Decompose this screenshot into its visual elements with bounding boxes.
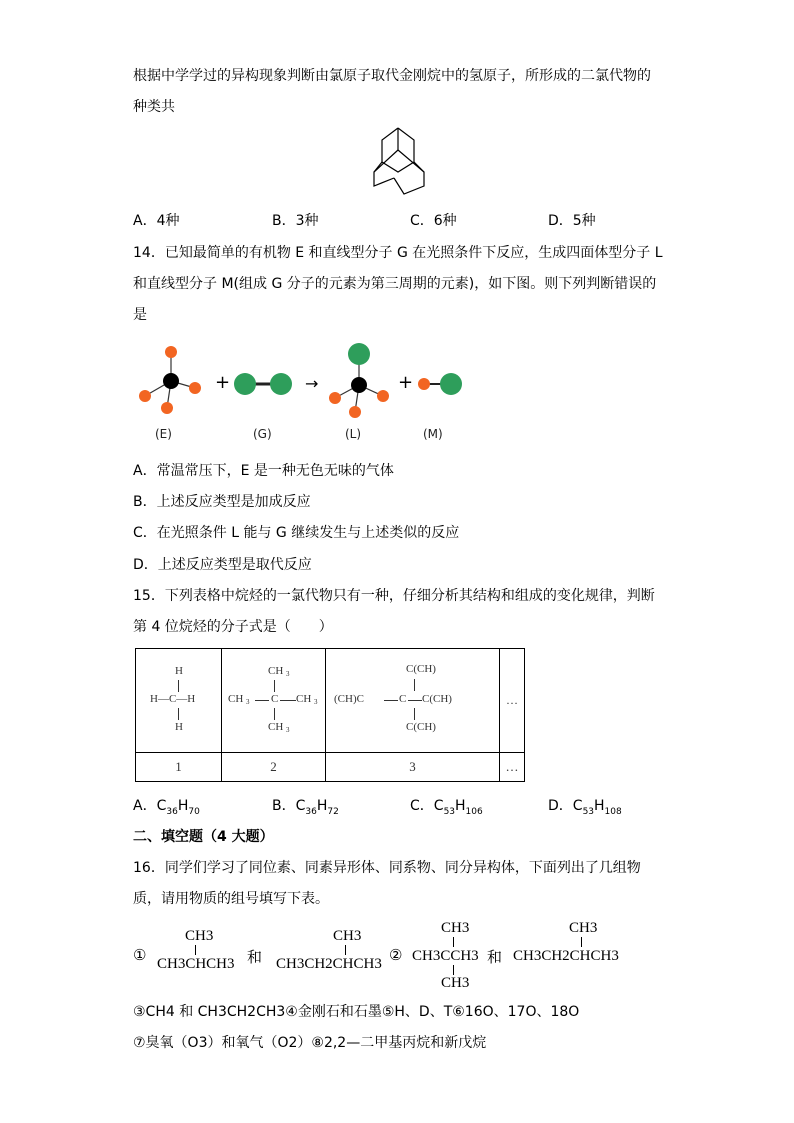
chlorine-atom [234,373,256,395]
hydrogen-atom [139,390,151,402]
q16-items-3-6: ③CH4 和 CH3CH2CH3④金刚石和石墨⑤H、D、T⑥16O、17O、18O [133,1004,580,1020]
label-m: (M) [423,427,443,441]
q14-option-c[interactable]: C．在光照条件 L 能与 G 继续发生与上述类似的反应 [133,525,460,541]
q15-option-a[interactable]: A．$C_{36}H_{70}$ [133,798,200,817]
q14-option-d[interactable]: D．上述反应类型是取代反应 [133,557,312,573]
hydrogen-atom [189,382,201,394]
q14-option-b[interactable]: B．上述反应类型是加成反应 [133,494,311,510]
adamantane-structure [362,124,434,198]
q14-stem-line2: 和直线型分子 M(组成 G 分子的元素为第三周期的元素)，如下图。则下列判断错误的 [133,276,657,292]
label-g: (G) [253,427,272,441]
q13-option-d[interactable]: D．5种 [548,213,596,229]
section-title: 二、填空题（4 大题） [133,829,274,845]
q13-option-b[interactable]: B．3种 [272,213,319,229]
table-index-1: 1 [136,753,222,782]
table-index-more: … [500,753,525,782]
plus-sign-1: + [215,372,231,393]
third-alkane-structure: C(CH) (CH)C C C(CH) C(CH) [334,663,452,733]
reaction-diagram [133,340,483,445]
q14-option-a[interactable]: A．常温常压下，E 是一种无色无味的气体 [133,463,394,479]
methane-structure: H H—C—H H [150,665,196,733]
q13-stem-line1: 根据中学学过的异构现象判断由氯原子取代金刚烷中的氢原子，所形成的二氯代物的 [133,68,651,84]
q16-stem-line1: 16．同学们学习了同位素、同素异形体、同系物、同分异构体，下面列出了几组物 [133,860,641,876]
q15-option-c[interactable]: C．$C_{53}H_{106}$ [410,798,483,817]
hydrogen-atom [377,390,389,402]
molecule-l [329,343,389,418]
label-e: (E) [155,427,172,441]
q13-stem-line2: 种类共 [133,99,175,115]
table-ellipsis: … [500,649,525,753]
q16-item1-2: ① CH3 CH3CHCH3 和 CH3 CH3CH2CHCH3 ② CH3 CH3CCH3 CH3 和 CH3 CH3CH2CHCH3 [133,920,619,991]
q15-option-b[interactable]: B．$C_{36}H_{72}$ [272,798,339,817]
q14-stem-line3: 是 [133,307,147,323]
q16-items-7-8: ⑦臭氧（O3）和氧气（O2）⑧2,2—二甲基丙烷和新戊烷 [133,1035,487,1051]
q16-stem-line2: 质，请用物质的组号填写下表。 [133,891,329,907]
label-l: (L) [345,427,362,441]
hydrogen-atom [349,406,361,418]
neopentane-structure: CH 3 CH 3 C CH 3 CH 3 [228,665,318,734]
hydrogen-atom [161,402,173,414]
q15-stem-line1: 15．下列表格中烷烃的一氯代物只有一种，仔细分析其结构和组成的变化规律，判断 [133,588,655,604]
chlorine-atom [270,373,292,395]
q14-stem-line1: 14．已知最简单的有机物 E 和直线型分子 G 在光照条件下反应，生成四面体型分子 L [133,245,663,261]
hydrogen-atom [418,378,430,390]
carbon-atom [163,373,179,389]
molecule-g [234,373,292,395]
chlorine-atom [440,373,462,395]
hydrogen-atom [329,392,341,404]
hydrogen-atom [165,346,177,358]
q15-stem-line2: 第 4 位烷烃的分子式是（ ） [133,619,333,635]
q13-option-c[interactable]: C．6种 [410,213,457,229]
chlorine-atom [348,343,370,365]
reaction-arrow: → [305,374,319,393]
molecule-e [139,346,201,414]
q13-option-a[interactable]: A．4种 [133,213,180,229]
molecule-m [418,373,462,395]
alkane-table [135,648,525,782]
table-index-2: 2 [222,753,326,782]
carbon-atom [351,377,367,393]
plus-sign-2: + [398,372,414,393]
table-index-3: 3 [326,753,500,782]
q15-option-d[interactable]: D．$C_{53}H_{108}$ [548,798,622,817]
